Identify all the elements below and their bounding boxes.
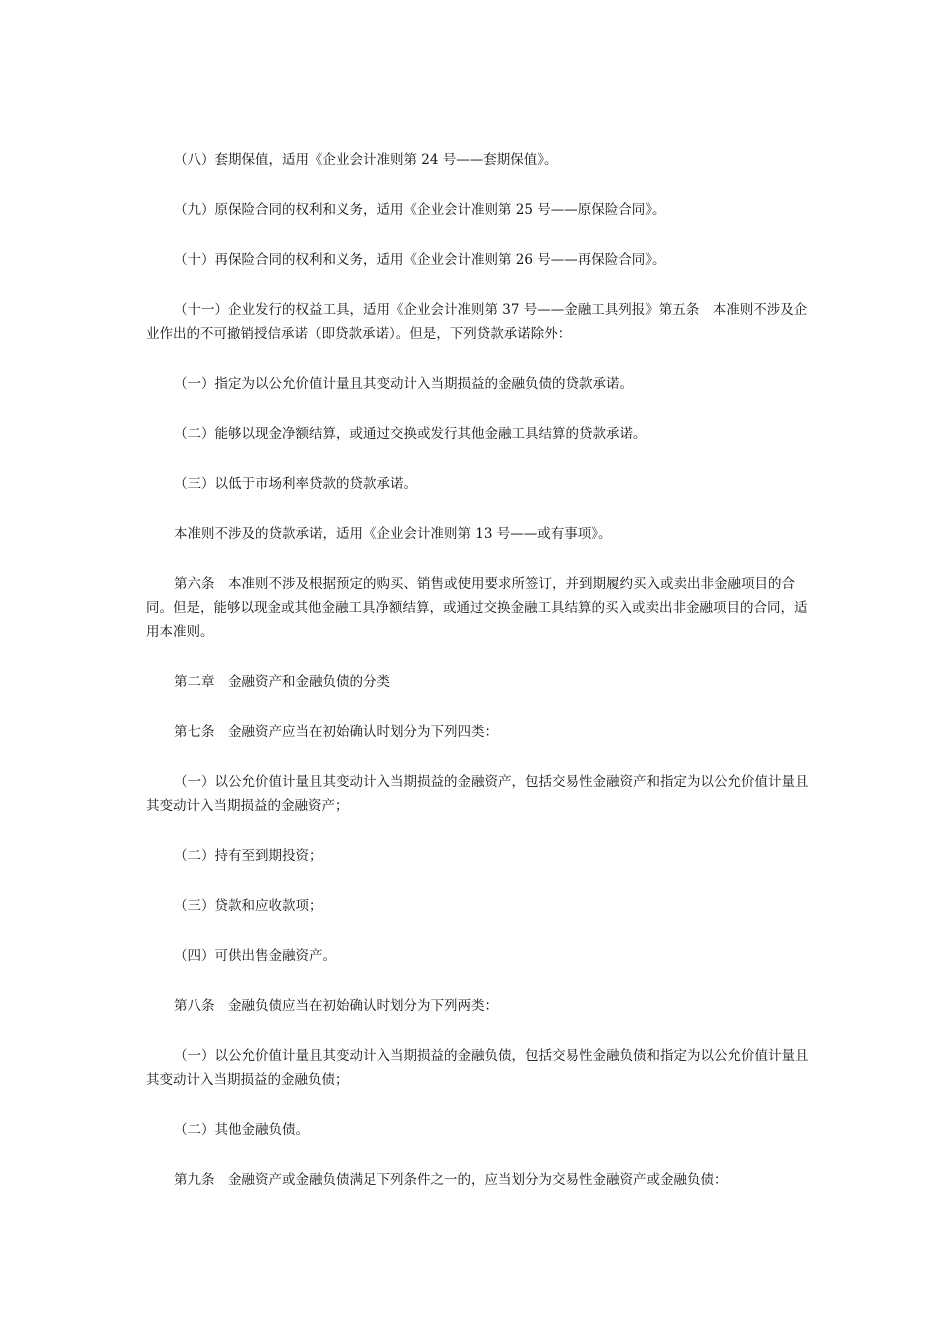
paragraph-original-insurance: （九）原保险合同的权利和义务，适用《企业会计准则第 25 号——原保险合同》。	[174, 202, 666, 218]
paragraph-liability-class-2: （二）其他金融负债。	[174, 1122, 309, 1138]
paragraph-contingencies: 本准则不涉及的贷款承诺，适用《企业会计准则第 13 号——或有事项》。	[174, 526, 612, 542]
paragraph-asset-class-2: （二）持有至到期投资；	[174, 848, 323, 864]
paragraph-article-9: 第九条 金融资产或金融负债满足下列条件之一的，应当划分为交易性金融资产或金融负债：	[174, 1172, 728, 1188]
paragraph-hedging: （八）套期保值，适用《企业会计准则第 24 号——套期保值》。	[174, 152, 558, 168]
paragraph-reinsurance: （十）再保险合同的权利和义务，适用《企业会计准则第 26 号——再保险合同》。	[174, 252, 666, 268]
document-body	[146, 148, 810, 1218]
paragraph-asset-class-3: （三）贷款和应收款项；	[174, 898, 323, 914]
chapter-heading-2: 第二章 金融资产和金融负债的分类	[174, 674, 390, 690]
paragraph-article-8: 第八条 金融负债应当在初始确认时划分为下列两类：	[174, 998, 498, 1014]
paragraph-loan-commitment-1: （一）指定为以公允价值计量且其变动计入当期损益的金融负债的贷款承诺。	[174, 376, 633, 392]
paragraph-article-7: 第七条 金融资产应当在初始确认时划分为下列四类：	[174, 724, 498, 740]
paragraph-loan-commitment-3: （三）以低于市场利率贷款的贷款承诺。	[174, 476, 417, 492]
paragraph-liability-class-1: （一）以公允价值计量且其变动计入当期损益的金融负债，包括交易性金融负债和指定为以公允价值计量且其变动计入当期损益的金融负债；	[146, 1048, 809, 1088]
paragraph-equity-instruments: （十一）企业发行的权益工具，适用《企业会计准则第 37 号——金融工具列报》第五条 本准则不涉及企业作出的不可撤销授信承诺（即贷款承诺）。但是，下列贷款承诺除外：	[146, 302, 808, 342]
paragraph-loan-commitment-2: （二）能够以现金净额结算，或通过交换或发行其他金融工具结算的贷款承诺。	[174, 426, 647, 442]
paragraph-asset-class-4: （四）可供出售金融资产。	[174, 948, 336, 964]
paragraph-article-6: 第六条 本准则不涉及根据预定的购买、销售或使用要求所签订，并到期履约买入或卖出非金融项目的合同。但是，能够以现金或其他金融工具净额结算，或通过交换金融工具结算的买入或卖出非金融项目的合同，适用本准则。	[146, 576, 808, 640]
paragraph-asset-class-1: （一）以公允价值计量且其变动计入当期损益的金融资产，包括交易性金融资产和指定为以公允价值计量且其变动计入当期损益的金融资产；	[146, 774, 809, 814]
